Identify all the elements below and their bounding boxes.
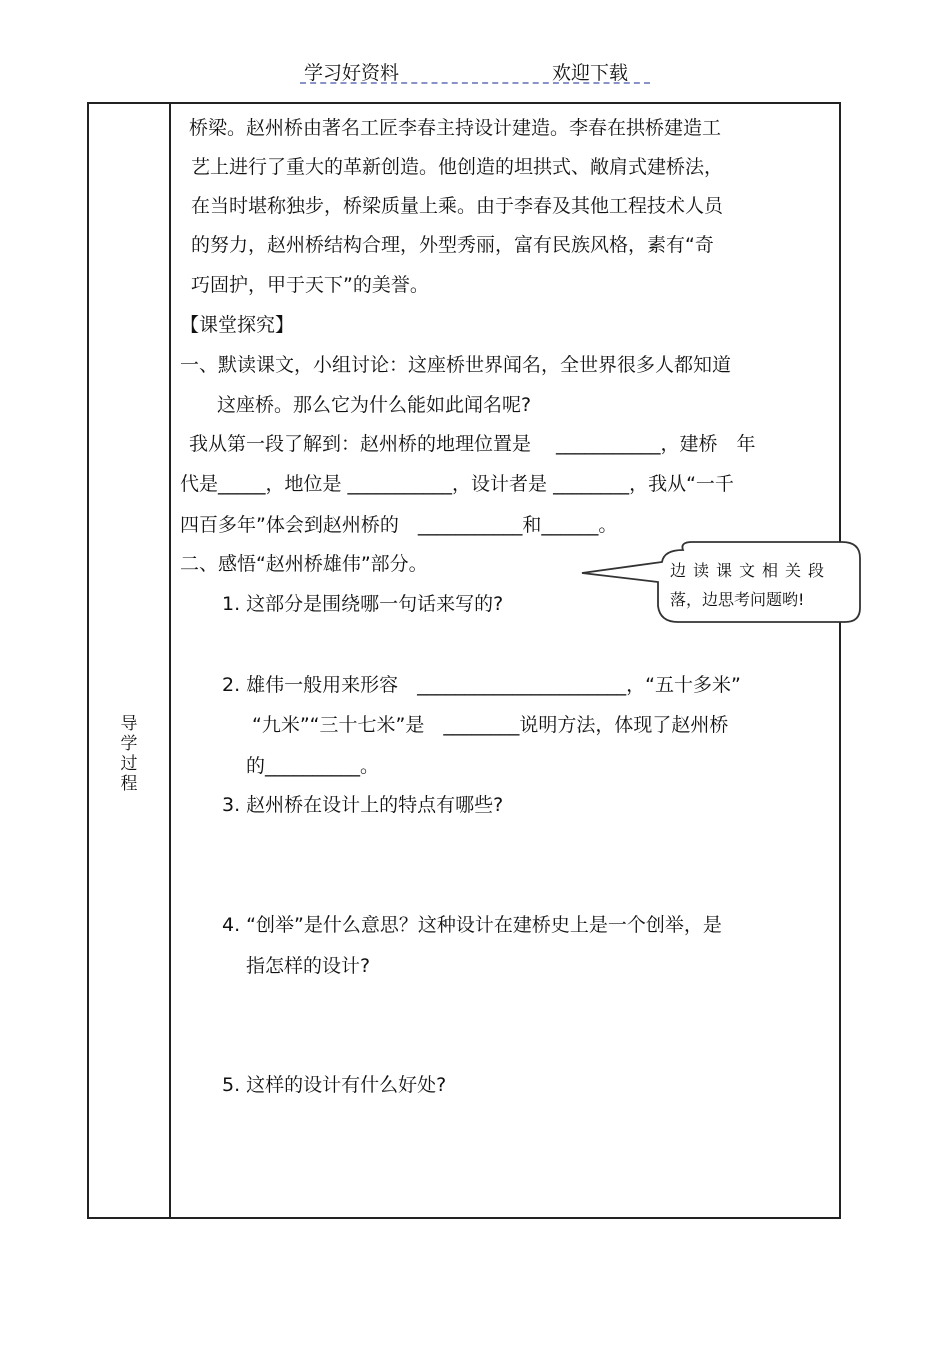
text-line: 艺上进行了重大的革新创造。他创造的坦拱式、敞肩式建桥法， bbox=[191, 156, 724, 178]
bubble-line: 边读课文相关段 bbox=[670, 561, 832, 580]
text-line: 巧固护，甲于天下”的美誉。 bbox=[191, 274, 429, 296]
bubble-line: 落，边思考问题哟! bbox=[670, 590, 805, 609]
header-right-text: 欢迎下载 bbox=[552, 62, 629, 84]
fill-in-line: 四百多年”体会到赵州桥的 ___________和______。 bbox=[180, 514, 618, 536]
side-label-char: 程 bbox=[120, 774, 138, 794]
sub-question: 4. “创举”是什么意思？这种设计在建桥史上是一个创举，是 bbox=[222, 914, 722, 936]
worksheet-table bbox=[87, 102, 841, 1219]
side-label-char: 导 bbox=[120, 714, 138, 734]
sub-question-continued: 指怎样的设计? bbox=[246, 955, 371, 977]
side-label-cell bbox=[89, 714, 169, 794]
header-left-text: 学习好资料 bbox=[304, 62, 400, 84]
page-header bbox=[300, 58, 650, 88]
question-1-heading: 一、默读课文，小组讨论：这座桥世界闻名，全世界很多人都知道 bbox=[180, 354, 732, 376]
sub-question: 2. 雄伟一般用来形容 ______________________，“五十多米” bbox=[222, 674, 741, 696]
text-line: 在当时堪称独步，桥梁质量上乘。由于李春及其他工程技术人员 bbox=[191, 195, 724, 217]
fill-in-line: 我从第一段了解到：赵州桥的地理位置是 ___________，建桥 年 bbox=[189, 433, 756, 455]
side-label-char: 学 bbox=[120, 734, 138, 754]
column-divider bbox=[169, 104, 171, 1217]
header-dashed-underline bbox=[300, 82, 650, 84]
sub-question-continued: “九米”“三十七米”是 ________说明方法，体现了赵州桥 bbox=[252, 714, 729, 736]
section-heading: 【课堂探究】 bbox=[180, 314, 295, 336]
sub-question-continued: 的__________。 bbox=[246, 755, 380, 777]
sub-question: 3. 赵州桥在设计上的特点有哪些? bbox=[222, 794, 504, 816]
sub-question: 1. 这部分是围绕哪一句话来写的? bbox=[222, 593, 504, 615]
text-line: 桥梁。赵州桥由著名工匠李春主持设计建造。李春在拱桥建造工 bbox=[189, 117, 722, 139]
speech-bubble-text bbox=[670, 556, 850, 614]
question-1-continued: 这座桥。那么它为什么能如此闻名呢? bbox=[217, 394, 532, 416]
fill-in-line: 代是_____，地位是 ___________，设计者是 ________，我从“一千 bbox=[180, 473, 734, 495]
sub-question: 5. 这样的设计有什么好处? bbox=[222, 1074, 447, 1096]
side-label-char: 过 bbox=[120, 754, 138, 774]
text-line: 的努力，赵州桥结构合理，外型秀丽，富有民族风格，素有“奇 bbox=[191, 234, 714, 256]
question-2-heading: 二、感悟“赵州桥雄伟”部分。 bbox=[180, 553, 428, 575]
